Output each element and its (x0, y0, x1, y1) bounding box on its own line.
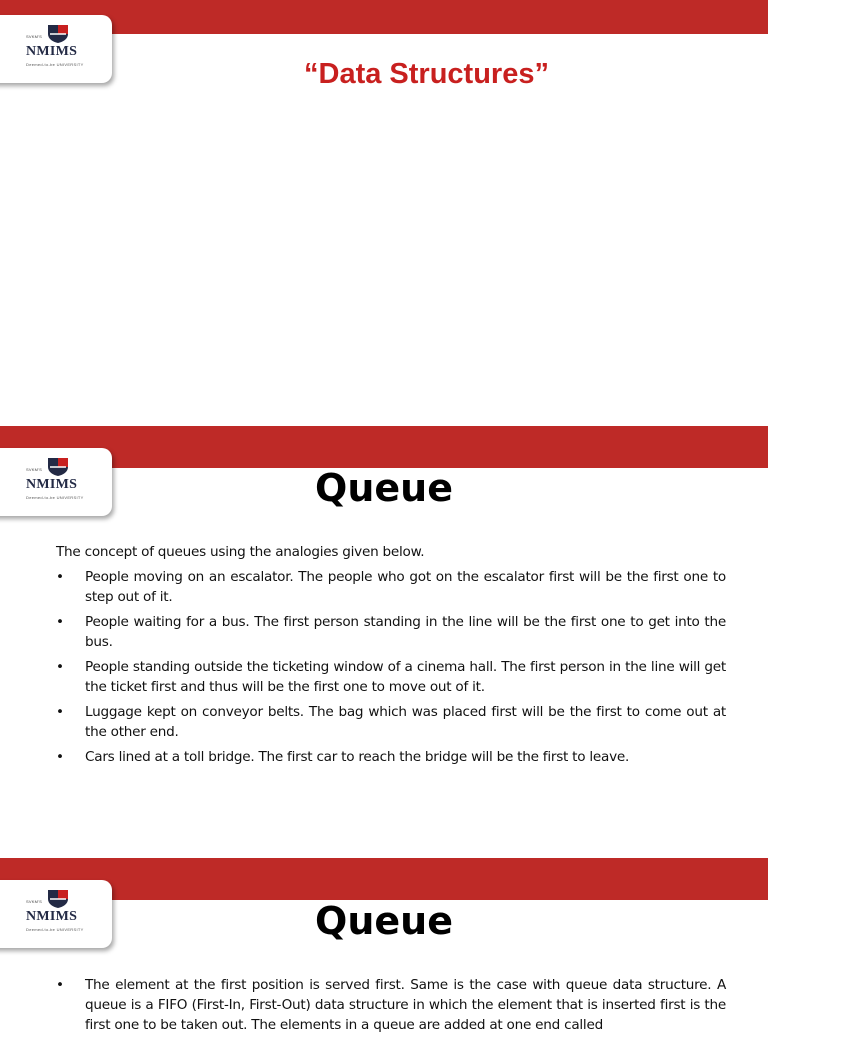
header-band (0, 426, 768, 468)
list-item-text: The element at the first position is served first. Same is the case with queue data structure. A queue is a FIFO (First-In, First-Out) data structure in which the element that is inserted first is the first one to be taken out. The elements in a queue are added at one end called (85, 977, 726, 1033)
list-item-text: People waiting for a bus. The first person standing in the line will be the first one to get into the bus. (85, 614, 726, 650)
list-item (56, 747, 726, 767)
list-item-text: People standing outside the ticketing window of a cinema hall. The first person in the line will get the ticket first and thus will be the first one to move out of it. (85, 659, 726, 695)
slide-title: Queue (315, 899, 453, 943)
bullet-icon: • (56, 704, 64, 720)
logo-tag: SVKM'S (26, 467, 42, 472)
slide-title: “Data Structures” (304, 58, 549, 90)
list-item-text: Luggage kept on conveyor belts. The bag which was placed first will be the first to come out at the other end. (85, 704, 726, 740)
slide-3 (0, 858, 768, 1033)
bullet-icon: • (56, 749, 64, 765)
logo-tag: SVKM'S (26, 899, 42, 904)
logo-name: NMIMS (26, 44, 78, 59)
bullet-icon: • (56, 569, 64, 585)
logo-subtitle: Deemed-to-be UNIVERSITY (26, 927, 84, 932)
list-item (56, 975, 726, 1035)
slide-1 (0, 0, 768, 426)
list-item (56, 612, 726, 652)
logo-name: NMIMS (26, 477, 78, 492)
list-item-text: Cars lined at a toll bridge. The first car to reach the bridge will be the first to leave. (85, 749, 630, 765)
header-band (0, 858, 768, 900)
list-item-text: People moving on an escalator. The people who got on the escalator first will be the first one to step out of it. (85, 569, 726, 605)
list-item (56, 702, 726, 742)
logo-subtitle: Deemed-to-be UNIVERSITY (26, 62, 84, 67)
bullet-icon: • (56, 659, 64, 675)
shield-logo-icon (47, 24, 69, 44)
logo-subtitle: Deemed-to-be UNIVERSITY (26, 495, 84, 500)
bullet-icon: • (56, 614, 64, 630)
bullet-list (56, 567, 726, 772)
bullet-list (56, 975, 726, 1040)
slide-title: Queue (315, 466, 453, 510)
slide-2 (0, 426, 768, 858)
intro-text: The concept of queues using the analogies given below. (56, 544, 425, 560)
logo-tag: SVKM'S (26, 34, 42, 39)
list-item (56, 657, 726, 697)
header-band (0, 0, 768, 34)
logo-name: NMIMS (26, 909, 78, 924)
list-item (56, 567, 726, 607)
bullet-icon: • (56, 977, 64, 993)
